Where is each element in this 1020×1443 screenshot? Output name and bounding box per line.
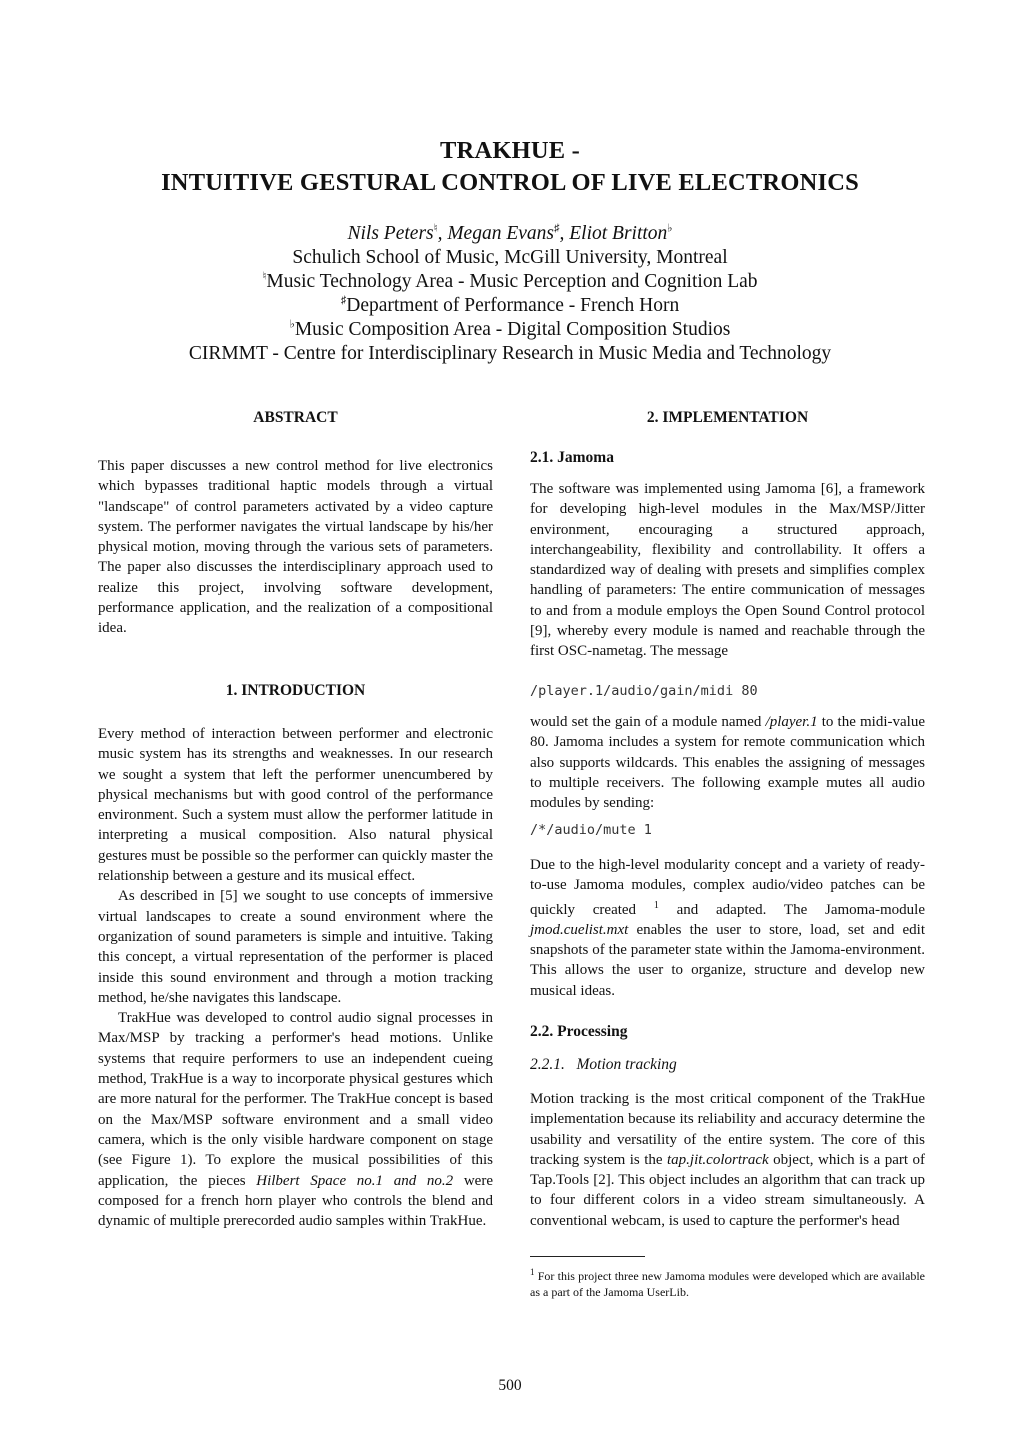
jamoma-p2-text-a: would set the gain of a module named xyxy=(530,714,766,730)
author-mark-2: ♯ xyxy=(554,222,560,235)
abstract-text xyxy=(98,456,493,639)
intro-p3-text-a: TrakHue was developed to control audio signal processes in Max/MSP by tracking a performer's head motions. Unlike systems that require performers to use an independent cueing method, TrakHue is a way to incorporate physical gestures which are more natural for the performer. The TrakHue concept is based on the Max/MSP software environment and a small video camera, which is the only visible hardware component on stage (see Figure 1). To explore the musical possibilities of this application, the pieces xyxy=(98,1010,493,1189)
motion-p1-text-a: Motion tracking is the most critical component of the TrakHue implementation because its reliability and accuracy determine the usability and versatility of the entire system. The core of this tracking system is the xyxy=(530,1091,925,1168)
introduction-heading: 1. INTRODUCTION xyxy=(225,682,366,699)
footnote-mark: 1 xyxy=(530,1267,535,1277)
jamoma-heading: 2.1. Jamoma xyxy=(530,449,614,466)
page-number: 500 xyxy=(498,1377,522,1394)
jamoma-p3-text-c: enables the user to store, load, set and edit snapshots of the parameter state within the Jamoma-environment. This allows the user to organize, structure and develop new musical ideas. xyxy=(530,921,925,999)
jamoma-p2-italic: /player.1 xyxy=(765,714,818,730)
author-name-1: Nils Peters xyxy=(347,223,434,244)
intro-p3-text-b: were composed for a french horn player who controls the blend and dynamic of multiple prerecorded audio samples within TrakHue. xyxy=(98,1172,493,1230)
paper-title-line-2: INTUITIVE GESTURAL CONTROL OF LIVE ELECTRONICS xyxy=(161,169,859,196)
affiliation-1 xyxy=(0,270,1020,294)
code-example-mute: /*/audio/mute 1 xyxy=(530,822,652,838)
author-separator: , xyxy=(437,223,448,244)
affiliation-mark-1: ♮ xyxy=(262,270,267,283)
motion-p1-text-b: object, which is a part of Tap.Tools [2]. This object includes an algorithm that can track up to four different colors in a video stream simultaneously. A conventional webcam, is used to capture the performer's head xyxy=(530,1151,925,1229)
author-mark-1: ♮ xyxy=(433,222,438,235)
affiliation-school: Schulich School of Music, McGill University, Montreal xyxy=(292,247,728,268)
affiliation-cirmmt: CIRMMT - Centre for Interdisciplinary Research in Music Media and Technology xyxy=(188,343,832,364)
footnote-ref-1: 1 xyxy=(653,899,659,911)
author-name-3: Eliot Britton xyxy=(569,223,668,244)
jamoma-p2-text-b: to the midi-value 80. Jamoma includes a system for remote communication which also supports wildcards. This enables the assigning of messages to multiple receivers. The following example mutes all audio modules by sending: xyxy=(530,714,925,812)
affiliation-3-text: Music Composition Area - Digital Composition Studios xyxy=(294,319,731,340)
jamoma-paragraph-2 xyxy=(530,712,925,813)
abstract-paragraph: This paper discusses a new control method for live electronics which bypasses traditional haptic models through a virtual "landscape" of control parameters activated by a video capture system. The performer navigates the virtual landscape by his/her physical motion, moving through the various sets of parameters. The paper also discusses the interdisciplinary approach used to realize this project, involving software development, performance application, and the realization of a compositional idea. xyxy=(98,458,493,637)
intro-p3-italic: Hilbert Space no.1 and no.2 xyxy=(256,1172,454,1189)
footnote-rule xyxy=(530,1256,645,1257)
jamoma-paragraph-1 xyxy=(530,479,925,662)
jamoma-p3-text-a: Due to the high-level modularity concept and a variety of ready-to-use Jamoma modules, complex audio/video patches can be quickly created xyxy=(530,857,925,918)
motion-tracking-paragraph xyxy=(530,1089,925,1231)
jamoma-p3-italic: jmod.cuelist.mxt xyxy=(530,921,629,938)
affiliation-mark-2: ♯ xyxy=(340,294,347,307)
footnote-text: For this project three new Jamoma modules were developed which are available as a part of the Jamoma UserLib. xyxy=(530,1269,925,1299)
motion-tracking-heading: 2.2.1. Motion tracking xyxy=(530,1056,677,1073)
jamoma-p1-text: The software was implemented using Jamoma [6], a framework for developing high-level modules in the Max/MSP/Jitter environment, encouraging a structured approach, interchangeability, flexibility and controllability. It offers a standardized way of dealing with presets and simplifies complex handling of parameters: The entire communication of messages to and from a module employs the Open Sound Control protocol [9], whereby every module is named and reachable through the first OSC-nametag. The message xyxy=(530,481,925,660)
author-name-2: Megan Evans xyxy=(447,223,554,244)
author-names xyxy=(0,222,1020,246)
intro-paragraph-3 xyxy=(98,1008,493,1231)
author-block xyxy=(0,222,1020,366)
jamoma-p3-text-b: and adapted. The Jamoma-module xyxy=(658,901,925,918)
paper-title-line-1: TRAKHUE - xyxy=(440,137,580,164)
implementation-heading: 2. IMPLEMENTATION xyxy=(646,409,809,426)
footnote xyxy=(530,1264,925,1300)
affiliation-1-text: Music Technology Area - Music Perception and Cognition Lab xyxy=(266,271,758,292)
author-mark-3: ♭ xyxy=(667,222,673,235)
intro-paragraph-2: As described in [5] we sought to use concepts of immersive virtual landscapes to create a sound environment where the organization of sound parameters is simple and intuitive. Taking this concept, a virtual representation of the performer is placed inside this sound environment and through a motion tracking method, he/she navigates this landscape. xyxy=(98,888,493,1006)
affiliation-mark-3: ♭ xyxy=(289,318,295,331)
jamoma-paragraph-3 xyxy=(530,855,925,1001)
introduction-body xyxy=(98,724,493,1231)
affiliation-3 xyxy=(0,318,1020,342)
code-example-gain: /player.1/audio/gain/midi 80 xyxy=(530,683,758,699)
abstract-heading: ABSTRACT xyxy=(253,409,338,426)
affiliation-2-text: Department of Performance - French Horn xyxy=(346,295,680,316)
processing-heading: 2.2. Processing xyxy=(530,1023,628,1040)
motion-p1-italic: tap.jit.colortrack xyxy=(667,1151,769,1168)
intro-paragraph-1: Every method of interaction between performer and electronic music system has its strengths and weaknesses. In our research we sought a system that left the performer unencumbered by physical mechanisms but with good control of the performance environment. Such a system must allow the performer latitude in interpreting a musical composition. Also natural physical gestures must be possible so the performer can quickly master the relationship between a gesture and its musical effect. xyxy=(98,726,493,885)
author-separator: , xyxy=(559,223,570,244)
affiliation-2 xyxy=(0,294,1020,318)
